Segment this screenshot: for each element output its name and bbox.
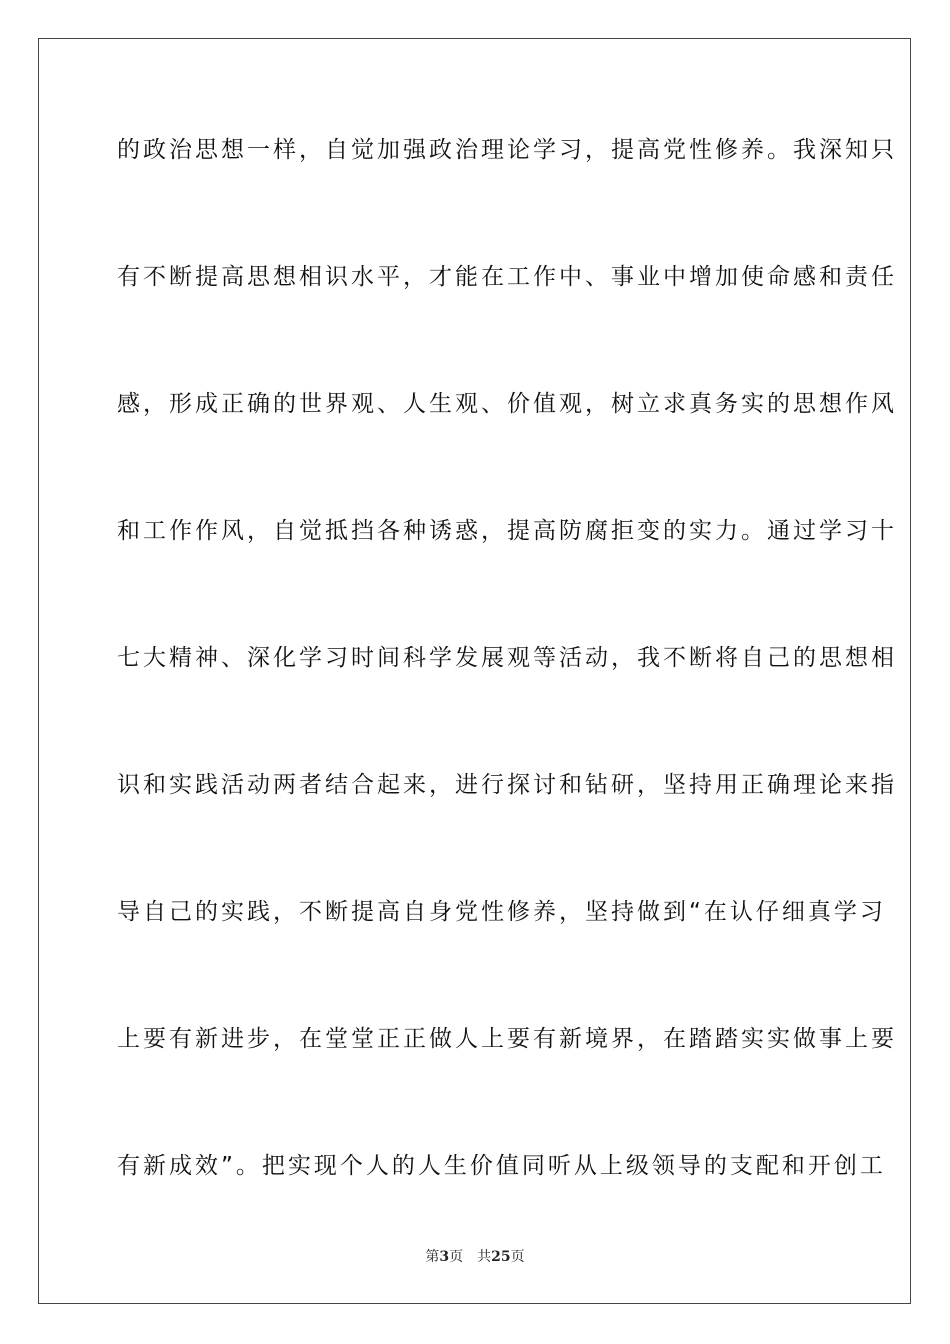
text-line: 导自己的实践，不断提高自身党性修养，坚持做到“在认仔细真学习	[117, 899, 886, 925]
page-footer	[0, 1246, 950, 1266]
text-line: 有不断提高思想相识水平，才能在工作中、事业中增加使命感和责任	[117, 264, 897, 290]
text-line: 感，形成正确的世界观、人生观、价值观，树立求真务实的思想作风	[117, 391, 897, 417]
page-suffix: 页	[449, 1249, 464, 1265]
text-line: 和工作作风，自觉抵挡各种诱惑，提高防腐拒变的实力。通过学习十	[117, 518, 897, 544]
text-line: 有新成效”。把实现个人的人生价值同听从上级领导的支配和开创工	[117, 1153, 886, 1179]
total-pages: 25	[491, 1249, 511, 1265]
total-suffix: 页	[510, 1249, 525, 1265]
text-line: 上要有新进步，在堂堂正正做人上要有新境界，在踏踏实实做事上要	[117, 1026, 897, 1052]
text-line: 的政治思想一样，自觉加强政治理论学习，提高党性修养。我深知只	[117, 137, 897, 163]
total-prefix: 共	[477, 1249, 492, 1265]
page-prefix: 第	[425, 1249, 440, 1265]
text-line: 识和实践活动两者结合起来，进行探讨和钻研，坚持用正确理论来指	[117, 772, 897, 798]
body-text	[117, 120, 897, 1263]
page-number: 3	[439, 1249, 450, 1265]
text-line: 七大精神、深化学习时间科学发展观等活动，我不断将自己的思想相	[117, 645, 897, 671]
